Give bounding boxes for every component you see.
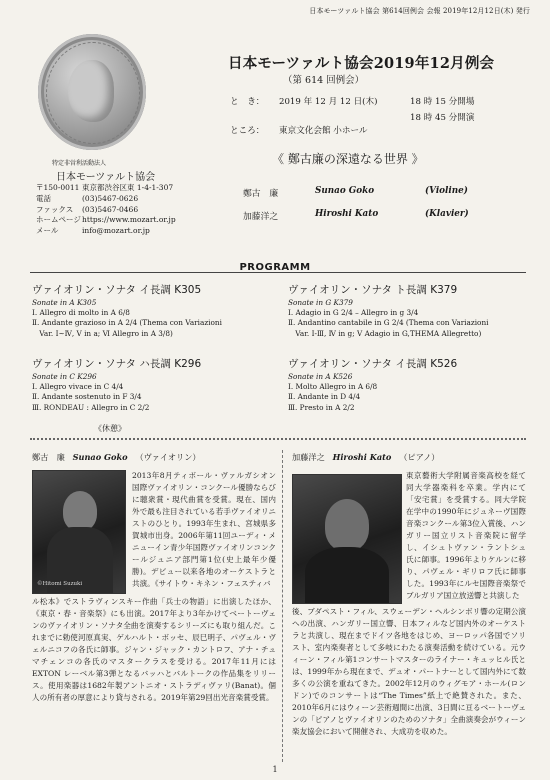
photo-figure-head — [63, 491, 97, 531]
movement: Ⅰ. Molto Allegro in A 6/8 — [288, 382, 378, 391]
start-time: 18 時 45 分開演 — [410, 113, 475, 123]
piece-4-subtitle: Sonate in A K526 — [288, 372, 353, 381]
fax-value: (03)5467-0466 — [82, 204, 139, 214]
movement: Ⅲ. Presto in A 2/2 — [288, 402, 355, 412]
section-divider — [30, 438, 526, 440]
bio-2-roman: Hiroshi Kato — [332, 452, 392, 462]
column-divider — [282, 450, 283, 762]
program-heading: PROGRAMM — [239, 262, 311, 273]
page-number: 1 — [272, 765, 278, 774]
bio-2-text-bottom — [292, 606, 526, 762]
performer-1-instrument — [425, 186, 468, 196]
homepage-link[interactable]: https://www.mozart.or.jp — [82, 215, 176, 225]
piece-2-title: ヴァイオリン・ソナタ ト長調 K379 — [288, 284, 458, 296]
movement: Ⅰ. Adagio in G 2/4 – Allegro in g 3/4 — [288, 308, 419, 317]
bio-1-text: 2013年8月ティボール・ヴァルガシオン国際ヴァイオリン・コンクール優勝ならびに聴衆賞・現代曲賞を受賞。現在、国内外で最も注目されている若手ヴァイオリニストのひとり。1993年生まれ、宮城県多賀城市出身。2006年第11回ユーディ・メニューイン青少年国際ヴァイオリンコンクールジュニア部門第1位(史上最年少優勝)。デビュー以来各地のオーケストラと共演。《サイトウ・キネン・フェスティバ — [132, 471, 276, 588]
bio-2-text-top — [406, 470, 526, 604]
intermission-label: 《休憩》 — [94, 424, 126, 433]
open-time: 18 時 15 分開場 — [410, 97, 475, 107]
medal-portrait — [68, 60, 114, 122]
email-label: メール — [36, 226, 59, 236]
performer-2-name: 加藤洋之 — [243, 212, 279, 222]
piece-1-movements — [32, 308, 222, 339]
performer-1-roman — [315, 186, 374, 196]
photo-figure-head — [325, 499, 369, 551]
place-label: ところ： — [230, 126, 265, 136]
pianist-photo — [292, 474, 402, 604]
performer-2-instrument — [425, 209, 469, 219]
piece-2-movements — [288, 308, 488, 339]
piece-4-title: ヴァイオリン・ソナタ イ長調 K526 — [288, 358, 458, 370]
bio-1-text-top — [132, 470, 276, 594]
performer-1-instrument-text: (Violine) — [425, 186, 468, 196]
performer-2-instrument-text: (Klavier) — [425, 209, 469, 219]
movement: Ⅱ. Andante sostenuto in F 3/4 — [32, 392, 142, 402]
bio-2-header — [292, 452, 440, 463]
bio-1-text-continued: ル松本》でストラヴィンスキー作曲「兵士の物語」に出演したほか、《東京・春・音楽祭》にも出演。2017年より3年かけてベートーヴェンのヴァイオリン・ソナタ全曲を演奏するシリーズにも取り組んだ。これまでに勅使河原真実、ゲルハルト・ボッセ、辰巳明子、パヴェル・ヴェルニコフの各氏に師事。ジャン・ジャック・カントロフ、アナ・チュマチェンコの各氏のマスタークラスを受ける。2017年11月にはEXTON レーベル第3弾となるバッハとバルトークの作品集をリリース。使用楽器は1682年製アントニオ・ストラディヴァリ(Banat)。個人の所有者の厚意により貸与される。2019年第29回出光音楽賞受賞。 — [32, 597, 276, 702]
piece-3-subtitle: Sonate in C K296 — [32, 372, 97, 381]
bio-1-instrument: （ヴァイオリン） — [135, 452, 201, 462]
fax-label: ファックス — [36, 204, 74, 214]
venue: 東京文化会館 小ホール — [279, 126, 368, 136]
date-label: と き： — [230, 97, 265, 107]
bio-1-name: 鄭古 廉 — [32, 452, 65, 462]
bio-1-text-bottom — [32, 596, 276, 762]
movement: Ⅰ. Allegro di molto in A 6/8 — [32, 308, 130, 317]
movement: Ⅰ. Allegro vivace in C 4/4 — [32, 382, 124, 391]
postal-code: 〒150-0011 — [36, 183, 80, 192]
bio-2-name: 加藤洋之 — [292, 452, 325, 462]
movement: Ⅱ. Andantino cantabile in G 2/4 (Thema con Variazioni — [288, 318, 489, 328]
bio-2-text: 東京藝術大学附属音楽高校を経て同大学器楽科を卒業。学内にて「安宅賞」を受賞する。同大学院在学中の1990年にジュネーヴ国際音楽コンクール第3位入賞後、ハンガリー国立リスト音楽院に留学し、イシュトヴァン・ラントシュ氏に師事。1996年よりケルンに移り、パヴェル・ギリロフ氏に師事した。1993年にルセ国際音楽祭でブルガリア国立放送響と共演した — [406, 471, 526, 600]
bio-1-header — [32, 452, 201, 463]
phone-label: 電話 — [36, 193, 51, 203]
org-contact — [36, 183, 176, 237]
performer-2-roman — [315, 209, 378, 219]
performer-1-name: 鄭古 廉 — [243, 189, 279, 199]
performer-1-roman-text: Sunao Goko — [315, 186, 375, 196]
movement: Ⅲ. RONDEAU : Allegro in C 2/2 — [32, 402, 150, 412]
bio-2-text-continued: 後、ブダペスト・フィル、スウェーデン・ヘルシンボリ響の定期公演への出演、ハンガリー国立響、日本フィルなど国内外のオーケストラと共演し、現在までドイツ各地をはじめ、ヨーロッパ各国でソリスト、室内楽奏者として多岐にわたる演奏活動を続けている。元ウィーン・フィル第1コンサートマスターのライナー・キュッヒル氏とは、1999年から現在まで、デュオ・パートナーとして国内外にて数多くの公演を重ねてきた。2002年12月のウィグモア・ホール(ロンドン)でのコンサートは“The Times”紙上で絶賛された。また、2010年6月にはウィーン芸術週間に出演、3日間に亘るベートーヴェンの「ピアノとヴァイオリンのためのソナタ」全曲演奏会がウィーン楽友協会において開催され、大成功を収めた。 — [292, 607, 526, 736]
piece-3-movements — [32, 382, 149, 413]
bio-1-roman: Sunao Goko — [72, 452, 128, 462]
concert-subtitle: （第 614 回例会） — [283, 75, 365, 86]
photo-credit: ©Hitomi Suzuki — [37, 581, 83, 587]
piece-4-movements — [288, 382, 377, 413]
movement: Var. Ⅰ-Ⅲ, Ⅳ in g; Ⅴ Adagio in G,THEMA Allegretto) — [288, 328, 482, 338]
bio-2-instrument: （ピアノ） — [399, 452, 440, 462]
performer-2-roman-text: Hiroshi Kato — [315, 209, 379, 219]
mozart-medal-logo — [38, 34, 146, 150]
movement: Var. Ⅰ~Ⅳ, Ⅴ in a; Ⅵ Allegro in A 3/8) — [32, 328, 173, 338]
movement: Ⅱ. Andante in D 4/4 — [288, 392, 361, 402]
photo-figure-body — [305, 547, 389, 603]
org-type-label: 特定非営利活動法人 — [52, 160, 107, 167]
piece-1-title: ヴァイオリン・ソナタ イ長調 K305 — [32, 284, 202, 296]
piece-2-subtitle: Sonate in G K379 — [288, 298, 353, 307]
homepage-label: ホームページ — [36, 215, 81, 225]
concert-title: 日本モーツァルト協会2019年12月例会 — [228, 55, 495, 72]
org-name: 日本モーツァルト協会 — [56, 172, 156, 183]
concert-theme: 《 鄭古廉の深遠なる世界 》 — [272, 152, 424, 166]
piece-1-subtitle: Sonate in A K305 — [32, 298, 97, 307]
concert-date: 2019 年 12 月 12 日(木) — [279, 97, 378, 107]
movement: Ⅱ. Andante grazioso in A 2/4 (Thema con Variazioni — [32, 318, 222, 328]
email-link[interactable]: info@mozart.or.jp — [82, 226, 150, 236]
issue-header: 日本モーツァルト協会 第614回例会 会報 2019年12月12日(木) 発行 — [309, 7, 530, 15]
address: 東京都渋谷区東 1-4-1-307 — [82, 183, 174, 192]
phone-value: (03)5467-0626 — [82, 193, 139, 203]
program-divider — [30, 272, 526, 273]
piece-3-title: ヴァイオリン・ソナタ ハ長調 K296 — [32, 358, 202, 370]
violinist-photo — [32, 470, 126, 594]
